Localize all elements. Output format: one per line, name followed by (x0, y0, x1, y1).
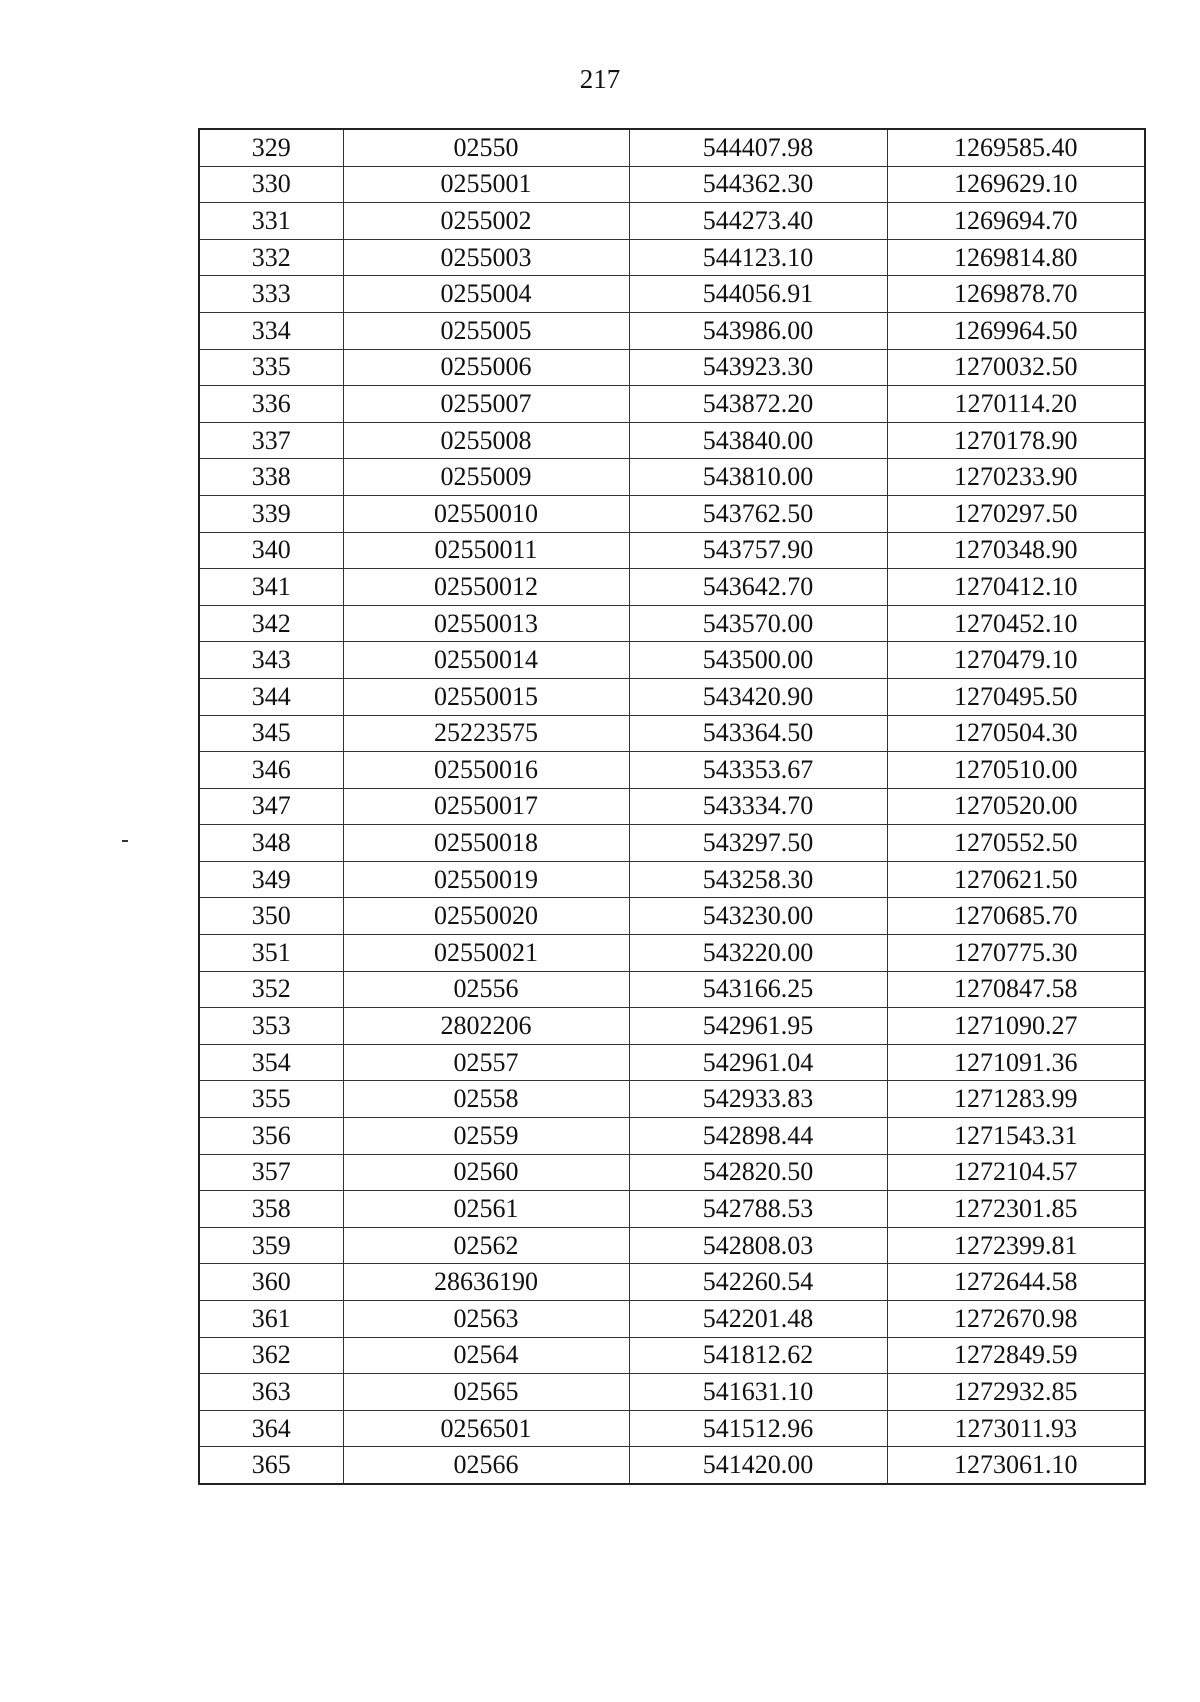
table-row (199, 1118, 1145, 1155)
y-coordinate-cell: 1272849.59 (887, 1337, 1145, 1374)
x-coordinate-cell: 543762.50 (629, 495, 887, 532)
table-row (199, 1044, 1145, 1081)
y-coordinate-cell: 1271090.27 (887, 1008, 1145, 1045)
y-coordinate-cell: 1270520.00 (887, 788, 1145, 825)
point-number-cell: 359 (199, 1227, 343, 1264)
stray-mark (122, 840, 128, 842)
x-coordinate-cell: 543230.00 (629, 898, 887, 935)
point-code-cell: 02562 (343, 1227, 629, 1264)
x-coordinate-cell: 543986.00 (629, 312, 887, 349)
x-coordinate-cell: 542961.95 (629, 1008, 887, 1045)
point-number-cell: 364 (199, 1410, 343, 1447)
y-coordinate-cell: 1269814.80 (887, 239, 1145, 276)
x-coordinate-cell: 541812.62 (629, 1337, 887, 1374)
table-row (199, 752, 1145, 789)
point-code-cell: 0255003 (343, 239, 629, 276)
y-coordinate-cell: 1269585.40 (887, 129, 1145, 166)
y-coordinate-cell: 1270178.90 (887, 422, 1145, 459)
point-number-cell: 357 (199, 1154, 343, 1191)
table-row (199, 1154, 1145, 1191)
point-number-cell: 351 (199, 935, 343, 972)
y-coordinate-cell: 1270495.50 (887, 678, 1145, 715)
point-number-cell: 347 (199, 788, 343, 825)
x-coordinate-cell: 543258.30 (629, 861, 887, 898)
point-number-cell: 362 (199, 1337, 343, 1374)
x-coordinate-cell: 544056.91 (629, 276, 887, 313)
point-code-cell: 0255007 (343, 386, 629, 423)
table-row (199, 1374, 1145, 1411)
x-coordinate-cell: 541420.00 (629, 1447, 887, 1484)
point-code-cell: 0255009 (343, 459, 629, 496)
point-number-cell: 355 (199, 1081, 343, 1118)
y-coordinate-cell: 1270233.90 (887, 459, 1145, 496)
table-row (199, 1191, 1145, 1228)
point-number-cell: 365 (199, 1447, 343, 1484)
point-code-cell: 0256501 (343, 1410, 629, 1447)
table-row (199, 642, 1145, 679)
y-coordinate-cell: 1271283.99 (887, 1081, 1145, 1118)
x-coordinate-cell: 543570.00 (629, 605, 887, 642)
y-coordinate-cell: 1273061.10 (887, 1447, 1145, 1484)
point-number-cell: 350 (199, 898, 343, 935)
table-row (199, 1008, 1145, 1045)
y-coordinate-cell: 1272932.85 (887, 1374, 1145, 1411)
point-number-cell: 332 (199, 239, 343, 276)
table-row (199, 422, 1145, 459)
table-row (199, 386, 1145, 423)
table-row (199, 495, 1145, 532)
x-coordinate-cell: 543810.00 (629, 459, 887, 496)
y-coordinate-cell: 1271543.31 (887, 1118, 1145, 1155)
y-coordinate-cell: 1270412.10 (887, 569, 1145, 606)
x-coordinate-cell: 543220.00 (629, 935, 887, 972)
point-number-cell: 358 (199, 1191, 343, 1228)
point-code-cell: 0255008 (343, 422, 629, 459)
table-row (199, 825, 1145, 862)
point-number-cell: 339 (199, 495, 343, 532)
table-row (199, 1301, 1145, 1338)
point-code-cell: 02550012 (343, 569, 629, 606)
point-number-cell: 356 (199, 1118, 343, 1155)
point-number-cell: 343 (199, 642, 343, 679)
y-coordinate-cell: 1269694.70 (887, 203, 1145, 240)
x-coordinate-cell: 542201.48 (629, 1301, 887, 1338)
x-coordinate-cell: 544123.10 (629, 239, 887, 276)
x-coordinate-cell: 543334.70 (629, 788, 887, 825)
point-number-cell: 329 (199, 129, 343, 166)
point-code-cell: 0255002 (343, 203, 629, 240)
table-row (199, 1081, 1145, 1118)
table-row (199, 1264, 1145, 1301)
x-coordinate-cell: 541512.96 (629, 1410, 887, 1447)
point-number-cell: 334 (199, 312, 343, 349)
table-row (199, 239, 1145, 276)
point-code-cell: 02550016 (343, 752, 629, 789)
x-coordinate-cell: 544407.98 (629, 129, 887, 166)
point-number-cell: 346 (199, 752, 343, 789)
point-code-cell: 2802206 (343, 1008, 629, 1045)
x-coordinate-cell: 543353.67 (629, 752, 887, 789)
point-number-cell: 330 (199, 166, 343, 203)
point-number-cell: 361 (199, 1301, 343, 1338)
point-code-cell: 02550010 (343, 495, 629, 532)
y-coordinate-cell: 1272301.85 (887, 1191, 1145, 1228)
table-row (199, 532, 1145, 569)
table-row (199, 605, 1145, 642)
y-coordinate-cell: 1270847.58 (887, 971, 1145, 1008)
table-row (199, 1227, 1145, 1264)
y-coordinate-cell: 1273011.93 (887, 1410, 1145, 1447)
y-coordinate-cell: 1270297.50 (887, 495, 1145, 532)
point-code-cell: 02550017 (343, 788, 629, 825)
point-code-cell: 02550013 (343, 605, 629, 642)
point-number-cell: 331 (199, 203, 343, 240)
point-number-cell: 342 (199, 605, 343, 642)
y-coordinate-cell: 1270032.50 (887, 349, 1145, 386)
x-coordinate-cell: 542788.53 (629, 1191, 887, 1228)
point-code-cell: 28636190 (343, 1264, 629, 1301)
x-coordinate-cell: 542898.44 (629, 1118, 887, 1155)
table-row (199, 276, 1145, 313)
point-code-cell: 02561 (343, 1191, 629, 1228)
y-coordinate-cell: 1269964.50 (887, 312, 1145, 349)
y-coordinate-cell: 1270685.70 (887, 898, 1145, 935)
x-coordinate-cell: 543166.25 (629, 971, 887, 1008)
coordinates-table-container (198, 128, 1144, 1485)
x-coordinate-cell: 543642.70 (629, 569, 887, 606)
point-number-cell: 345 (199, 715, 343, 752)
x-coordinate-cell: 543297.50 (629, 825, 887, 862)
y-coordinate-cell: 1270621.50 (887, 861, 1145, 898)
table-row (199, 898, 1145, 935)
table-row (199, 459, 1145, 496)
point-number-cell: 338 (199, 459, 343, 496)
y-coordinate-cell: 1270114.20 (887, 386, 1145, 423)
coordinates-table-body (199, 129, 1145, 1484)
point-code-cell: 0255004 (343, 276, 629, 313)
point-code-cell: 02550014 (343, 642, 629, 679)
point-number-cell: 360 (199, 1264, 343, 1301)
point-code-cell: 02566 (343, 1447, 629, 1484)
table-row (199, 715, 1145, 752)
point-number-cell: 333 (199, 276, 343, 313)
table-row (199, 1337, 1145, 1374)
y-coordinate-cell: 1270504.30 (887, 715, 1145, 752)
x-coordinate-cell: 543364.50 (629, 715, 887, 752)
y-coordinate-cell: 1272399.81 (887, 1227, 1145, 1264)
table-row (199, 1410, 1145, 1447)
x-coordinate-cell: 542260.54 (629, 1264, 887, 1301)
page-number: 217 (579, 64, 621, 94)
point-code-cell: 02557 (343, 1044, 629, 1081)
point-number-cell: 353 (199, 1008, 343, 1045)
point-code-cell: 02550 (343, 129, 629, 166)
x-coordinate-cell: 543500.00 (629, 642, 887, 679)
x-coordinate-cell: 543872.20 (629, 386, 887, 423)
table-row (199, 935, 1145, 972)
x-coordinate-cell: 543923.30 (629, 349, 887, 386)
y-coordinate-cell: 1272670.98 (887, 1301, 1145, 1338)
point-code-cell: 02556 (343, 971, 629, 1008)
x-coordinate-cell: 542820.50 (629, 1154, 887, 1191)
point-code-cell: 0255005 (343, 312, 629, 349)
table-row (199, 203, 1145, 240)
x-coordinate-cell: 543757.90 (629, 532, 887, 569)
table-row (199, 569, 1145, 606)
y-coordinate-cell: 1271091.36 (887, 1044, 1145, 1081)
y-coordinate-cell: 1270452.10 (887, 605, 1145, 642)
point-code-cell: 02559 (343, 1118, 629, 1155)
x-coordinate-cell: 544362.30 (629, 166, 887, 203)
point-number-cell: 336 (199, 386, 343, 423)
x-coordinate-cell: 543420.90 (629, 678, 887, 715)
y-coordinate-cell: 1270479.10 (887, 642, 1145, 679)
table-row (199, 861, 1145, 898)
point-number-cell: 340 (199, 532, 343, 569)
table-row (199, 788, 1145, 825)
table-row (199, 1447, 1145, 1484)
point-number-cell: 352 (199, 971, 343, 1008)
point-number-cell: 363 (199, 1374, 343, 1411)
point-number-cell: 341 (199, 569, 343, 606)
table-row (199, 312, 1145, 349)
y-coordinate-cell: 1269878.70 (887, 276, 1145, 313)
point-code-cell: 25223575 (343, 715, 629, 752)
point-code-cell: 02550018 (343, 825, 629, 862)
table-row (199, 166, 1145, 203)
point-code-cell: 02550020 (343, 898, 629, 935)
x-coordinate-cell: 543840.00 (629, 422, 887, 459)
y-coordinate-cell: 1272104.57 (887, 1154, 1145, 1191)
point-number-cell: 349 (199, 861, 343, 898)
point-code-cell: 02564 (343, 1337, 629, 1374)
x-coordinate-cell: 542808.03 (629, 1227, 887, 1264)
point-number-cell: 335 (199, 349, 343, 386)
point-code-cell: 02560 (343, 1154, 629, 1191)
point-number-cell: 354 (199, 1044, 343, 1081)
x-coordinate-cell: 541631.10 (629, 1374, 887, 1411)
point-code-cell: 02550021 (343, 935, 629, 972)
point-code-cell: 0255001 (343, 166, 629, 203)
y-coordinate-cell: 1269629.10 (887, 166, 1145, 203)
point-number-cell: 348 (199, 825, 343, 862)
x-coordinate-cell: 542961.04 (629, 1044, 887, 1081)
y-coordinate-cell: 1270775.30 (887, 935, 1145, 972)
point-number-cell: 337 (199, 422, 343, 459)
coordinates-table (198, 128, 1146, 1485)
y-coordinate-cell: 1270510.00 (887, 752, 1145, 789)
table-row (199, 971, 1145, 1008)
point-code-cell: 02563 (343, 1301, 629, 1338)
point-code-cell: 02565 (343, 1374, 629, 1411)
table-row (199, 678, 1145, 715)
table-row (199, 349, 1145, 386)
point-code-cell: 02550015 (343, 678, 629, 715)
point-code-cell: 0255006 (343, 349, 629, 386)
point-code-cell: 02558 (343, 1081, 629, 1118)
point-code-cell: 02550011 (343, 532, 629, 569)
y-coordinate-cell: 1270552.50 (887, 825, 1145, 862)
y-coordinate-cell: 1270348.90 (887, 532, 1145, 569)
point-number-cell: 344 (199, 678, 343, 715)
x-coordinate-cell: 544273.40 (629, 203, 887, 240)
table-row (199, 129, 1145, 166)
x-coordinate-cell: 542933.83 (629, 1081, 887, 1118)
point-code-cell: 02550019 (343, 861, 629, 898)
y-coordinate-cell: 1272644.58 (887, 1264, 1145, 1301)
